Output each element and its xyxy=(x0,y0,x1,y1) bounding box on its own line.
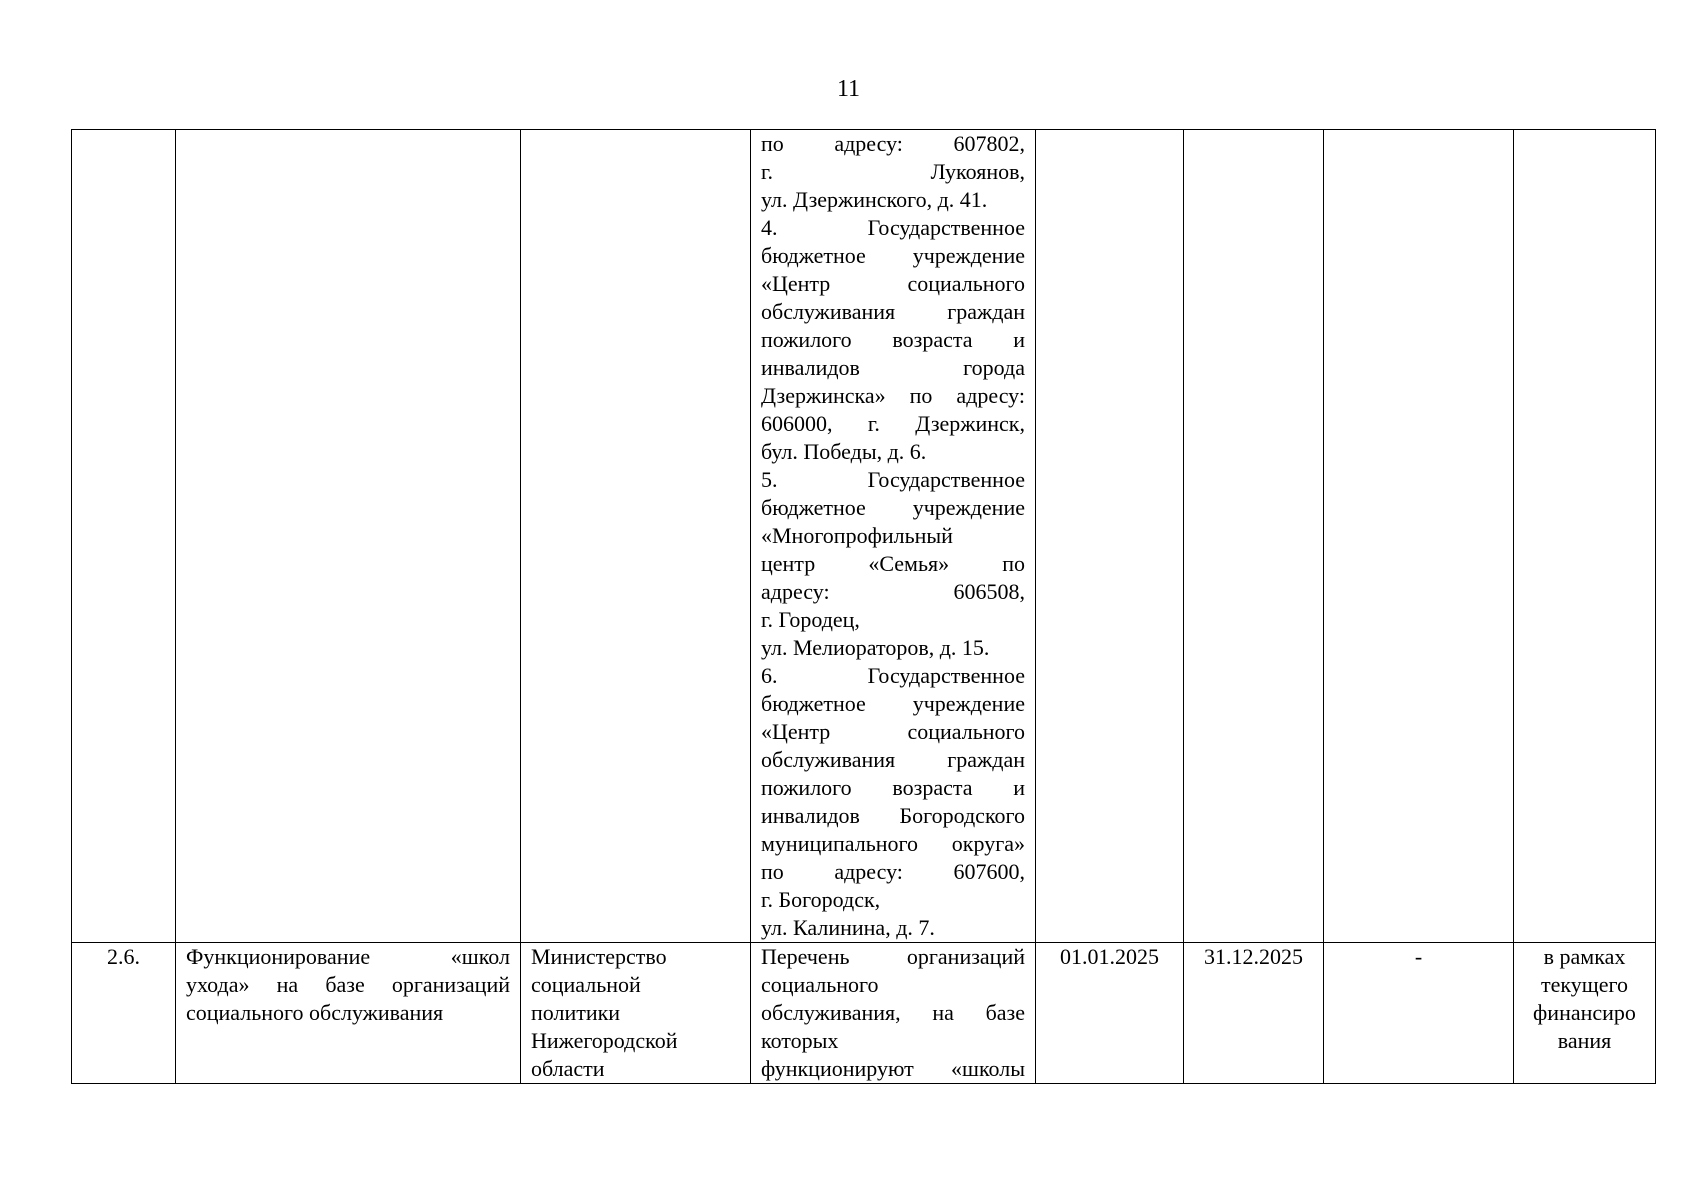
text-line: Функционирование «школ xyxy=(186,944,510,969)
text-line: социального xyxy=(761,972,879,997)
text-line: по адресу: 607802, xyxy=(761,131,1025,156)
text-line: пожилого возраста и xyxy=(761,775,1025,800)
cell-funding xyxy=(1514,943,1656,1084)
text-line: в рамках xyxy=(1543,944,1626,969)
text-line: 6. Государственное xyxy=(761,663,1025,688)
text-line: ухода» на базе организаций xyxy=(186,972,510,997)
text-line: Перечень организаций xyxy=(761,944,1025,969)
text-line: бул. Победы, д. 6. xyxy=(761,439,927,464)
cell-result xyxy=(751,943,1036,1084)
text-line: области xyxy=(531,1056,605,1081)
event-name-text xyxy=(186,943,510,1027)
text-line: бюджетное учреждение xyxy=(761,243,1025,268)
text-line: г. Лукоянов, xyxy=(761,159,1025,184)
text-line: пожилого возраста и xyxy=(761,327,1025,352)
result-text xyxy=(761,943,1025,1083)
text-line: Министерство xyxy=(531,944,667,969)
result-text xyxy=(761,130,1025,942)
text-line: по адресу: 607600, xyxy=(761,859,1025,884)
text-line: социального обслуживания xyxy=(186,1000,444,1025)
text-line: адресу: 606508, xyxy=(761,579,1025,604)
text-line: текущего xyxy=(1541,972,1628,997)
funding-text xyxy=(1524,943,1645,1055)
text-line: обслуживания граждан xyxy=(761,747,1025,772)
cell-responsible xyxy=(521,130,751,943)
cell-event-name xyxy=(176,943,521,1084)
table-row xyxy=(72,130,1656,943)
cell-amount xyxy=(1324,943,1514,1084)
text-line: Дзержинска» по адресу: xyxy=(761,383,1025,408)
text-line: 606000, г. Дзержинск, xyxy=(761,411,1025,436)
text-line: ул. Калинина, д. 7. xyxy=(761,915,935,940)
text-line: 4. Государственное xyxy=(761,215,1025,240)
text-line: центр «Семья» по xyxy=(761,551,1025,576)
cell-number xyxy=(72,943,176,1084)
text-line: муниципального округа» xyxy=(761,831,1025,856)
text-line: обслуживания, на базе xyxy=(761,1000,1025,1025)
text-line: ул. Дзержинского, д. 41. xyxy=(761,187,988,212)
plan-table xyxy=(71,129,1656,1084)
text-line: «Центр социального xyxy=(761,719,1025,744)
end-date: 31.12.2025 xyxy=(1204,944,1303,969)
cell-end-date xyxy=(1184,130,1324,943)
start-date: 01.01.2025 xyxy=(1060,944,1159,969)
text-line: социальной xyxy=(531,972,641,997)
text-line: вания xyxy=(1557,1028,1612,1053)
text-line: ул. Мелиораторов, д. 15. xyxy=(761,635,990,660)
page-number: 11 xyxy=(836,76,861,102)
text-line: которых xyxy=(761,1028,839,1053)
text-line: г. Городец, xyxy=(761,607,860,632)
text-line: функционируют «школы xyxy=(761,1056,1025,1081)
cell-amount xyxy=(1324,130,1514,943)
cell-number xyxy=(72,130,176,943)
text-line: обслуживания граждан xyxy=(761,299,1025,324)
responsible-text xyxy=(531,943,740,1083)
cell-result xyxy=(751,130,1036,943)
text-line: «Центр социального xyxy=(761,271,1025,296)
text-line: инвалидов города xyxy=(761,355,1025,380)
text-line: бюджетное учреждение xyxy=(761,691,1025,716)
cell-start-date xyxy=(1036,130,1184,943)
amount: - xyxy=(1414,944,1423,969)
item-number: 2.6. xyxy=(107,944,140,969)
text-line: «Многопрофильный xyxy=(761,523,953,548)
text-line: г. Богородск, xyxy=(761,887,881,912)
cell-funding xyxy=(1514,130,1656,943)
text-line: финансиро xyxy=(1533,1000,1636,1025)
cell-event-name xyxy=(176,130,521,943)
text-line: 5. Государственное xyxy=(761,467,1025,492)
text-line: бюджетное учреждение xyxy=(761,495,1025,520)
text-line: инвалидов Богородского xyxy=(761,803,1025,828)
text-line: Нижегородской xyxy=(531,1028,678,1053)
table-row xyxy=(72,943,1656,1084)
cell-responsible xyxy=(521,943,751,1084)
cell-start-date xyxy=(1036,943,1184,1084)
text-line: политики xyxy=(531,1000,621,1025)
cell-end-date xyxy=(1184,943,1324,1084)
